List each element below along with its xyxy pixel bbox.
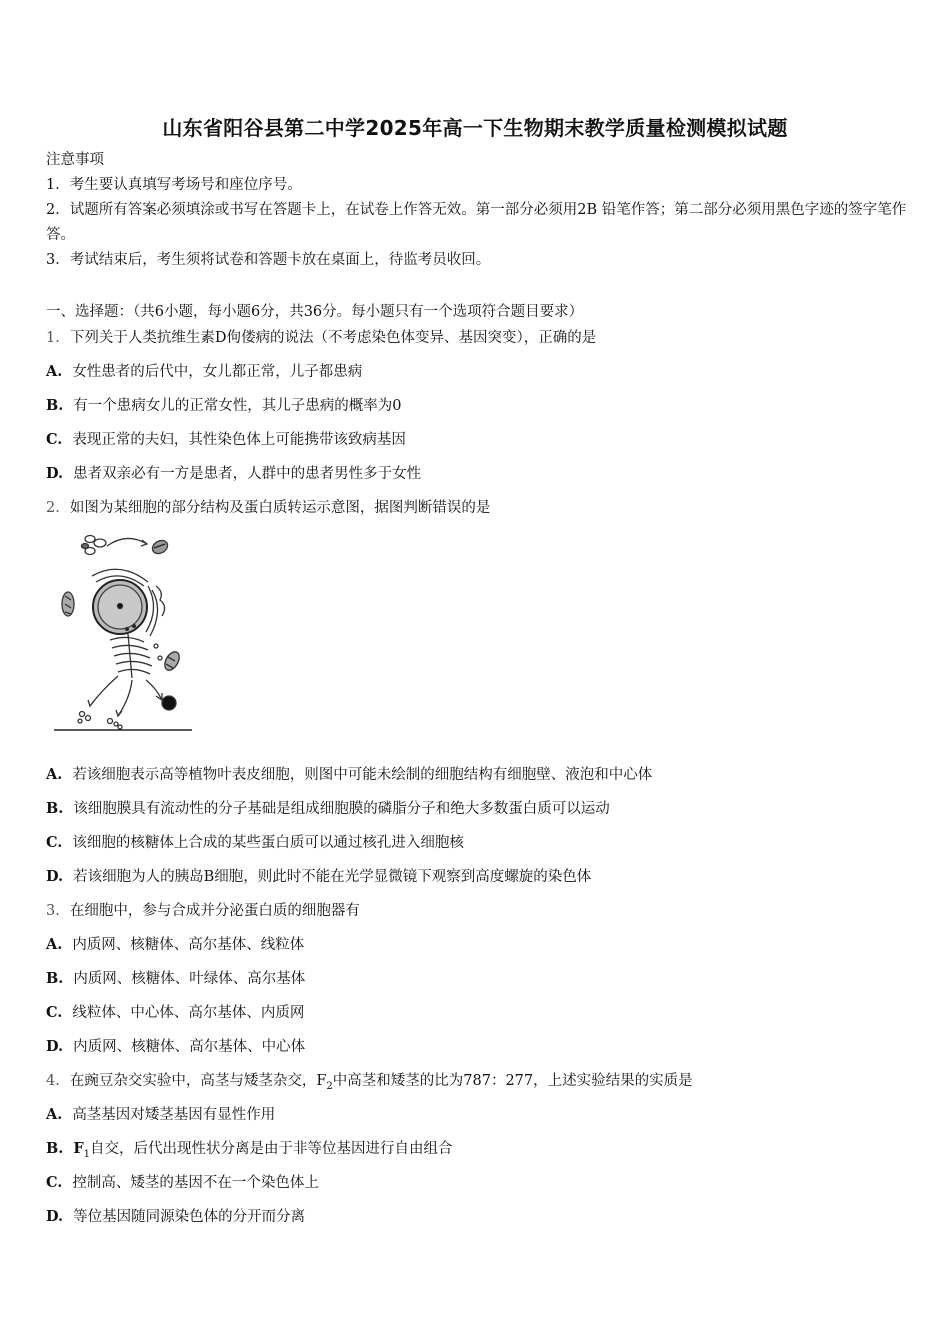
vesicle [158, 656, 162, 660]
q2-option-b: B. 该细胞膜具有流动性的分子基础是组成细胞膜的磷脂分子和绝大多数蛋白质可以运动 [46, 800, 610, 817]
q3-option-b: B. 内质网、核糖体、叶绿体、高尔基体 [46, 970, 306, 987]
vesicle [154, 644, 158, 648]
q2-option-c: C. 该细胞的核糖体上合成的某些蛋白质可以通过核孔进入细胞核 [46, 834, 464, 851]
ribosome [126, 628, 129, 631]
vesicle [80, 712, 85, 717]
vesicle [78, 719, 82, 723]
secretion-arrow-head [88, 700, 94, 706]
secretion-arrow [118, 680, 132, 716]
q3-option-a: A. 内质网、核糖体、高尔基体、线粒体 [46, 936, 305, 953]
q2-option-a: A. 若该细胞表示高等植物叶表皮细胞，则图中可能未绘制的细胞结构有细胞壁、液泡和中心体 [46, 766, 653, 783]
notice-heading: 注意事项 [46, 152, 104, 168]
section-heading: 一、选择题：（共6小题，每小题6分，共36分。每小题只有一个选项符合题目要求） [46, 304, 584, 320]
mitochondrion [150, 538, 170, 556]
golgi-cisterna [114, 653, 150, 658]
question-stem: 如图为某细胞的部分结构及蛋白质转运示意图，据图判断错误的是 [69, 500, 491, 516]
er-membrane [150, 590, 158, 636]
question-stem: 在细胞中，参与合成并分泌蛋白质的细胞器有 [69, 903, 360, 919]
ribosome [133, 625, 136, 628]
nucleolus [118, 604, 123, 609]
question-number: 4. [46, 1073, 60, 1089]
q3-option-d: D. 内质网、核糖体、高尔基体、中心体 [46, 1038, 306, 1055]
q4-option-a: A. 高茎基因对矮茎基因有显性作用 [46, 1106, 276, 1123]
q4-option-b: B. $F_1$自交，后代出现性状分离是由于非等位基因进行自由组合 [46, 1140, 453, 1160]
notice-item-2: 2．试题所有答案必须填涂或书写在答题卡上，在试卷上作答无效。第一部分必须用2B 铅笔作答；第二部分必须用黑色字迹的签字笔作答。 [46, 202, 907, 243]
question-2 [46, 496, 490, 517]
q3-option-c: C. 线粒体、中心体、高尔基体、内质网 [46, 1004, 305, 1021]
q1-option-a: A. 女性患者的后代中，女儿都正常，儿子都患病 [46, 363, 363, 380]
golgi-cisterna [118, 669, 150, 674]
vesicle [85, 536, 95, 543]
vesicle [114, 722, 118, 726]
q4-option-d: D. 等位基因随同源染色体的分开而分离 [46, 1208, 306, 1225]
q1-option-b: B. 有一个患病女儿的正常女性，其儿子患病的概率为0 [46, 397, 402, 414]
mitochondrion [162, 649, 182, 672]
lysosome [162, 696, 176, 710]
golgi-cisterna [116, 661, 152, 666]
notice-item-1: 1．考生要认真填写考场号和座位序号。 [46, 177, 302, 193]
q2-option-d: D. 若该细胞为人的胰岛B细胞，则此时不能在光学显微镜下观察到高度螺旋的染色体 [46, 868, 592, 885]
vesicle [108, 719, 113, 724]
question-1 [46, 326, 596, 347]
question-number: 2. [46, 500, 60, 516]
golgi-cisterna [110, 637, 144, 642]
question-number: 3. [46, 903, 60, 919]
golgi-stem [128, 634, 132, 678]
q4-option-c: C. 控制高、矮茎的基因不在一个染色体上 [46, 1174, 319, 1191]
question-3 [46, 899, 360, 920]
cell-structure-diagram [52, 530, 197, 735]
q1-option-d: D. 患者双亲必有一方是患者，人群中的患者男性多于女性 [46, 465, 422, 482]
transport-arrow [107, 538, 147, 546]
vesicle [82, 544, 89, 549]
q1-option-c: C. 表现正常的夫妇，其性染色体上可能携带该致病基因 [46, 431, 406, 448]
vesicle [94, 539, 106, 547]
question-stem: 下列关于人类抗维生素D佝偻病的说法（不考虑染色体变异、基因突变），正确的是 [69, 330, 597, 346]
notice-item-3: 3．考试结束后，考生须将试卷和答题卡放在桌面上，待监考员收回。 [46, 252, 491, 268]
vesicle [86, 716, 91, 721]
question-4: 4. 在豌豆杂交实验中，高茎与矮茎杂交，$F_2$中高茎和矮茎的比为787：277，上述实验结果的实质是 [46, 1073, 693, 1092]
vesicle [118, 725, 122, 729]
lysosome-arrow [146, 680, 162, 700]
page-title: 山东省阳谷县第二中学2025年高一下生物期末教学质量检测模拟试题 [162, 116, 788, 140]
question-number: 1. [46, 330, 60, 346]
